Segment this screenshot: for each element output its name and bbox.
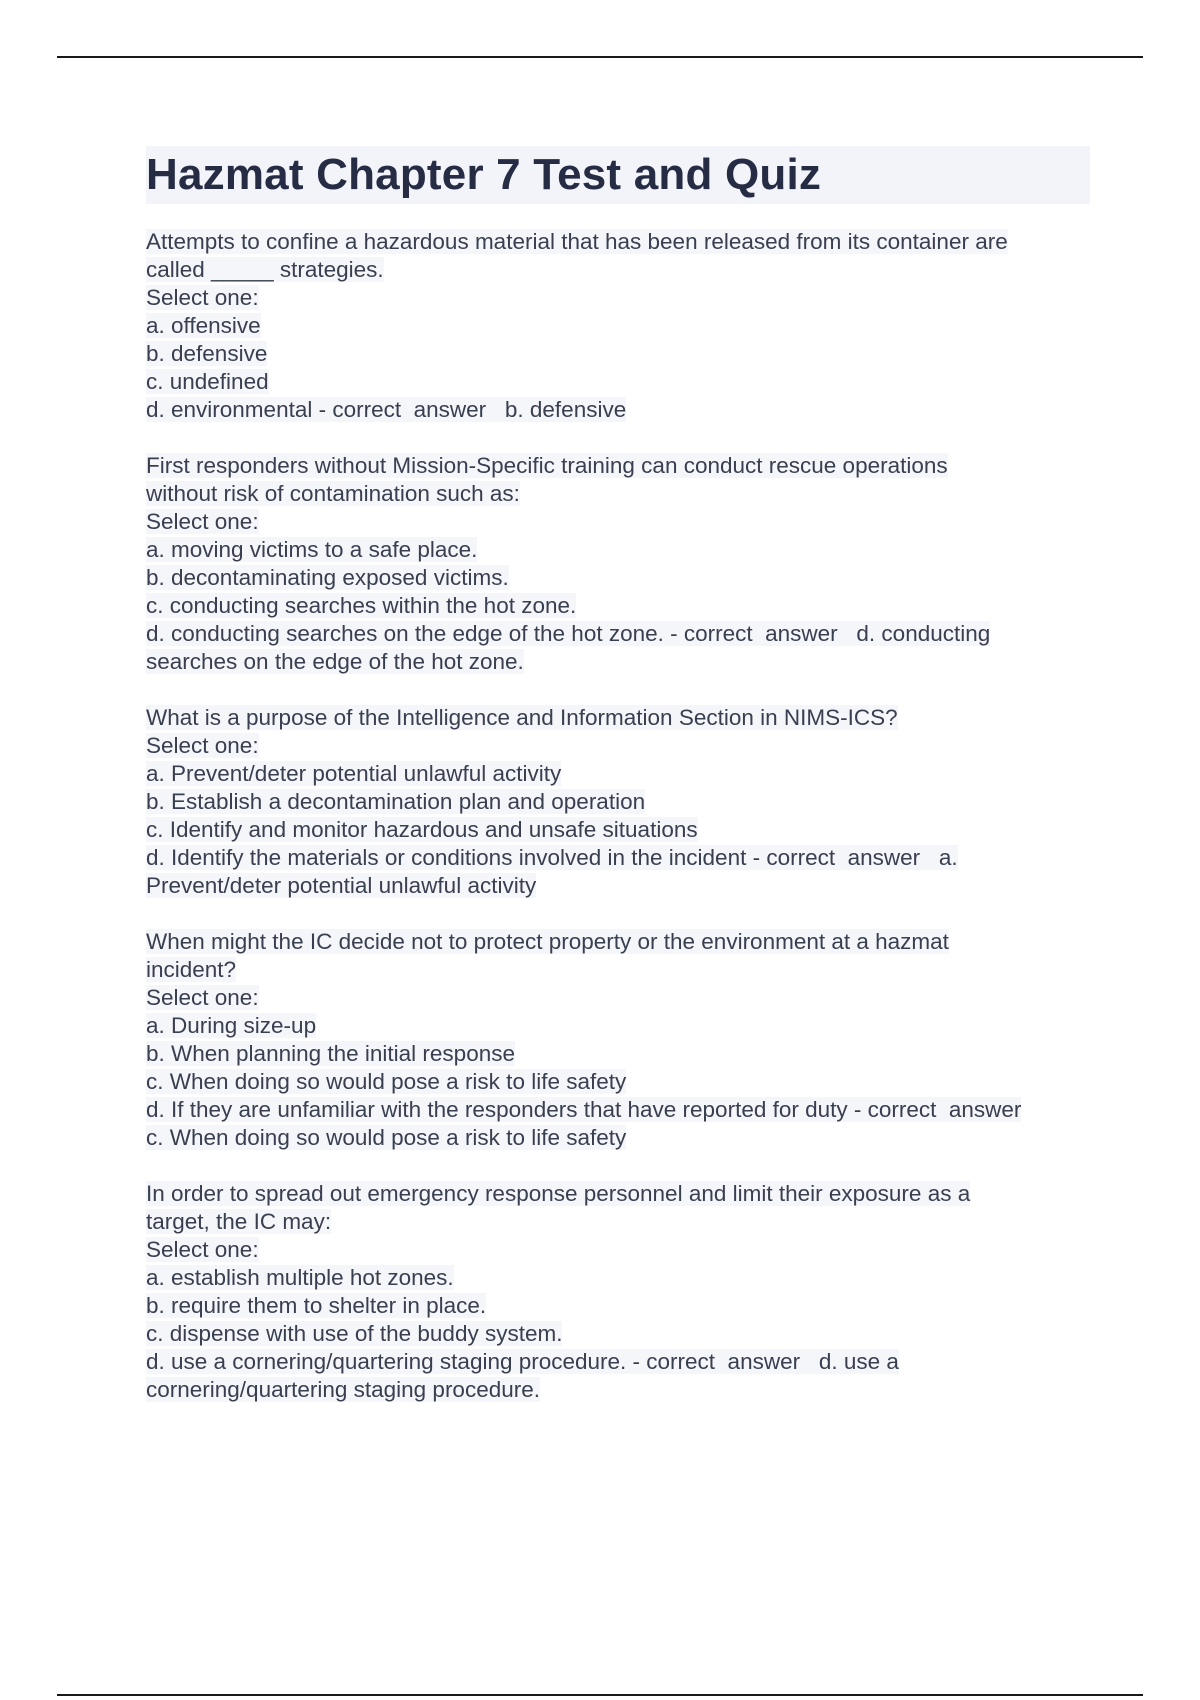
question-5-option-d: [146, 1348, 1090, 1376]
question-4: [146, 928, 1090, 1152]
question-4-line-2: [146, 956, 1090, 984]
question-3-text-1: What is a purpose of the Intelligence and Information Section in NIMS-ICS?: [146, 705, 898, 730]
question-3-select-one: Select one:: [146, 733, 259, 758]
question-4-line-3: [146, 984, 1090, 1012]
question-5: [146, 1180, 1090, 1404]
question-4-text-1: When might the IC decide not to protect property or the environment at a hazmat: [146, 929, 949, 954]
question-3-option-d-text: d. Identify the materials or conditions involved in the incident - correct answer a.: [146, 845, 958, 870]
question-1-option-d: [146, 396, 1090, 424]
question-4-text-2: incident?: [146, 957, 237, 982]
question-2-select-one: Select one:: [146, 509, 259, 534]
question-3-option-b-text: b. Establish a decontamination plan and operation: [146, 789, 646, 814]
question-1-line-2: [146, 256, 1090, 284]
question-5-answer-cont-text: cornering/quartering staging procedure.: [146, 1377, 540, 1402]
top-rule: [57, 56, 1143, 58]
question-1-text-2: called _____ strategies.: [146, 257, 384, 282]
bottom-rule: [57, 1694, 1143, 1696]
document-title: Hazmat Chapter 7 Test and Quiz: [146, 146, 1090, 204]
question-5-text-1: In order to spread out emergency response personnel and limit their exposure as a: [146, 1181, 971, 1206]
question-2-option-a: [146, 536, 1090, 564]
question-2-text-2: without risk of contamination such as:: [146, 481, 520, 506]
question-5-option-b-text: b. require them to shelter in place.: [146, 1293, 487, 1318]
question-2: [146, 452, 1090, 676]
question-5-line-3: [146, 1236, 1090, 1264]
question-2-option-d-text: d. conducting searches on the edge of the hot zone. - correct answer d. conducting: [146, 621, 991, 646]
question-1-option-b: [146, 340, 1090, 368]
question-3-option-c-text: c. Identify and monitor hazardous and unsafe situations: [146, 817, 698, 842]
question-2-option-c: [146, 592, 1090, 620]
question-4-option-a: [146, 1012, 1090, 1040]
question-2-option-d: [146, 620, 1090, 648]
question-5-option-c: [146, 1320, 1090, 1348]
question-5-line-2: [146, 1208, 1090, 1236]
question-2-option-c-text: c. conducting searches within the hot zone.: [146, 593, 577, 618]
question-5-answer-cont: [146, 1376, 1090, 1404]
question-1: [146, 228, 1090, 424]
question-5-option-b: [146, 1292, 1090, 1320]
question-3: [146, 704, 1090, 900]
question-3-option-d: [146, 844, 1090, 872]
question-2-line-1: [146, 452, 1090, 480]
question-4-option-a-text: a. During size-up: [146, 1013, 317, 1038]
question-4-line-1: [146, 928, 1090, 956]
question-5-select-one: Select one:: [146, 1237, 259, 1262]
document-body: [146, 146, 1090, 1404]
question-5-line-1: [146, 1180, 1090, 1208]
question-3-line-2: [146, 732, 1090, 760]
question-2-answer-cont-text: searches on the edge of the hot zone.: [146, 649, 524, 674]
question-1-option-c: [146, 368, 1090, 396]
question-1-option-d-text: d. environmental - correct answer b. defensive: [146, 397, 627, 422]
question-3-answer-cont-text: Prevent/deter potential unlawful activity: [146, 873, 537, 898]
question-1-line-1: [146, 228, 1090, 256]
question-1-select-one: Select one:: [146, 285, 259, 310]
question-4-answer-cont: [146, 1124, 1090, 1152]
question-5-option-a-text: a. establish multiple hot zones.: [146, 1265, 454, 1290]
question-5-option-d-text: d. use a cornering/quartering staging procedure. - correct answer d. use a: [146, 1349, 899, 1374]
question-3-option-a-text: a. Prevent/deter potential unlawful activity: [146, 761, 562, 786]
question-4-option-c: [146, 1068, 1090, 1096]
question-1-option-a: [146, 312, 1090, 340]
question-2-text-1: First responders without Mission-Specific training can conduct rescue operations: [146, 453, 948, 478]
question-3-option-a: [146, 760, 1090, 788]
question-5-option-c-text: c. dispense with use of the buddy system.: [146, 1321, 563, 1346]
question-4-option-b-text: b. When planning the initial response: [146, 1041, 515, 1066]
question-1-option-a-text: a. offensive: [146, 313, 261, 338]
question-4-option-c-text: c. When doing so would pose a risk to life safety: [146, 1069, 627, 1094]
question-1-option-b-text: b. defensive: [146, 341, 268, 366]
question-2-answer-cont: [146, 648, 1090, 676]
question-2-option-a-text: a. moving victims to a safe place.: [146, 537, 478, 562]
question-5-option-a: [146, 1264, 1090, 1292]
question-4-option-b: [146, 1040, 1090, 1068]
question-1-option-c-text: c. undefined: [146, 369, 269, 394]
question-3-option-b: [146, 788, 1090, 816]
question-5-text-2: target, the IC may:: [146, 1209, 332, 1234]
question-2-line-3: [146, 508, 1090, 536]
question-2-option-b: [146, 564, 1090, 592]
question-3-answer-cont: [146, 872, 1090, 900]
question-1-line-3: [146, 284, 1090, 312]
question-4-option-d-text: d. If they are unfamiliar with the responders that have reported for duty - correct answer: [146, 1097, 1022, 1122]
question-4-select-one: Select one:: [146, 985, 259, 1010]
question-3-line-1: [146, 704, 1090, 732]
question-3-option-c: [146, 816, 1090, 844]
question-2-line-2: [146, 480, 1090, 508]
question-1-text-1: Attempts to confine a hazardous material that has been released from its container are: [146, 229, 1008, 254]
question-2-option-b-text: b. decontaminating exposed victims.: [146, 565, 509, 590]
question-4-answer-cont-text: c. When doing so would pose a risk to life safety: [146, 1125, 627, 1150]
question-4-option-d: [146, 1096, 1090, 1124]
